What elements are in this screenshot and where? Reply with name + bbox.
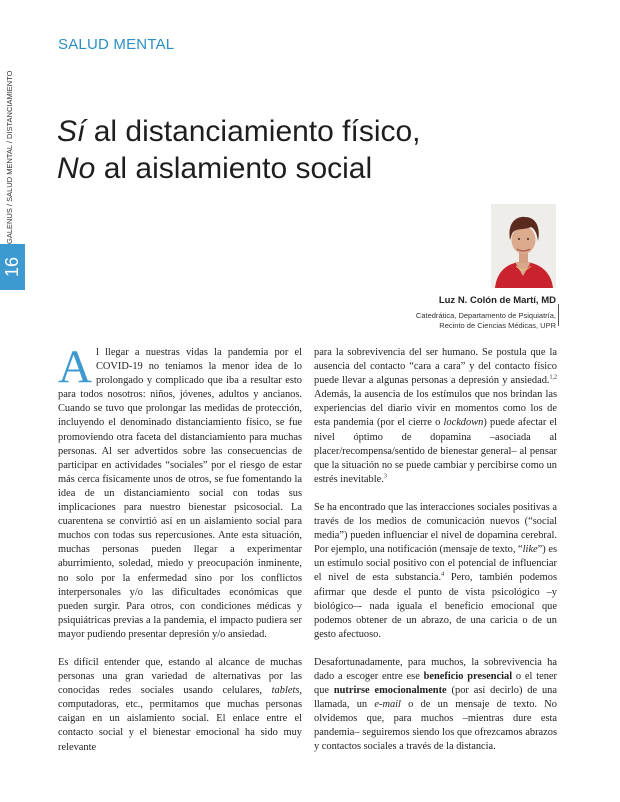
paragraph-3-text-c: ) puede afectar el nivel óptimo de dopamina –asociada al placer/recompensa/sentido de bienestar general– al pensar que la situación no se puede cambiar y percibirse como un estrés inevitable. xyxy=(314,417,557,485)
title-line-1: al distanciamiento físico, xyxy=(85,115,421,148)
paragraph-3-text-b: Además, la ausencia de los estímulos que nos brindan las experiencias del diario vivir en momentos como los de esta pandemia (por el cierre o xyxy=(314,389,557,429)
title-emphasis-no: No xyxy=(57,152,96,185)
paragraph-4-text-b: ”) es un estímulo social positivo con el potencial de influenciar el nivel de esta substancia. xyxy=(314,544,558,584)
paragraph-5-text-c: (por así decirlo) de una llamada, un xyxy=(314,685,557,711)
section-label: SALUD MENTAL xyxy=(58,36,175,53)
title-emphasis-si: Sí xyxy=(57,115,86,148)
citation-4: 4 xyxy=(441,571,445,578)
author-affiliation-line-2: Recinto de Ciencias Médicas, UPR xyxy=(439,321,556,330)
paragraph-5 xyxy=(314,656,557,755)
paragraph-2-text-b: , computadoras, etc., permitamos que muchas personas caigan en un aislamiento social. El enlace entre el contacto social y el bienestar emocional ha sido muy relevante xyxy=(58,685,302,753)
author-portrait-illustration xyxy=(491,204,556,288)
body-column-right xyxy=(314,346,557,769)
article-title xyxy=(57,113,497,187)
paragraph-5-text-a: Desafortunadamente, para muchos, la sobrevivencia ha dado a escoger entre ese xyxy=(314,656,557,682)
paragraph-4 xyxy=(314,501,557,642)
author-affiliation xyxy=(416,311,556,331)
page-number-tab xyxy=(0,244,25,290)
author-affiliation-line-1: Catedrática, Departamento de Psiquiatría, xyxy=(415,311,556,320)
citation-3: 3 xyxy=(383,473,387,480)
running-header-vertical: GALENUS / SALUD MENTAL / DISTANCIAMIENTO xyxy=(5,70,14,244)
author-name: Luz N. Colón de Martí, MD xyxy=(438,295,556,306)
paragraph-2-emphasis: tablets xyxy=(271,685,300,697)
paragraph-1-text: l llegar a nuestras vidas la pandemia por el COVID-19 no teníamos la menor idea de lo prolongado y complicado que iba a resultar esto para todos nosotros: niños, jóvenes, adultos y ancianos. Cuando se tuvo que prolongar las medidas de protección, incluyendo el denominado distanciamiento físico, se fue promoviendo otra faceta del distanciamiento para muchas personas. Al ser advertidos sobre las consecuencias de participar en actividades “sociales” por el riesgo de estar más cerca físicamente unos de otros, se fue fomentando la idea de un distanciamiento social con todas sus implicaciones para nuestro bienestar psicosocial. La cuarentena se convirtió así en un aislamiento social para muchos con todas sus repercusiones. Ante esta situación, muchas personas pueden llegar a experimentar aburrimiento, soledad, miedo y preocupación inminente, no solo por la enfermedad sino por los conflictos interpersonales y/o las dificultades económicas que pueden surgir. Para otros, con condiciones médicas y psiquiátricas previas a la pandemia, el impacto pudiera ser mayor pudiendo presentar depresión y/o ansiedad. xyxy=(58,347,302,640)
paragraph-4-text-c: Pero, también podemos afirmar que desde el punto de vista psicológico –y biológico–- nada iguala el beneficio emocional que podemos obtener de un abrazo, de una caricia o de un gesto afectuoso. xyxy=(314,572,557,640)
paragraph-5-bold-2: nutrirse emocionalmente xyxy=(333,685,447,697)
drop-cap: A xyxy=(58,341,92,393)
paragraph-3-text-a: para la sobrevivencia del ser humano. Se postula que la ausencia del contacto “cara a cara” y del contacto físico puede llevar a algunas personas a depresión y ansiedad. xyxy=(314,347,557,387)
paragraph-3 xyxy=(314,346,557,487)
paragraph-5-bold-1: beneficio presencial xyxy=(423,670,513,682)
paragraph-5-text-b: o el tener que xyxy=(314,670,558,697)
paragraph-2 xyxy=(58,656,302,755)
body-column-left xyxy=(58,341,302,769)
page-number: 16 xyxy=(2,256,22,278)
citation-1-2: 1,2 xyxy=(549,374,557,381)
paragraph-1 xyxy=(58,341,302,642)
title-line-2: al aislamiento social xyxy=(95,152,373,185)
paragraph-5-text-d: o de un mensaje de texto. No olvidemos que, para muchos –mientras dure esta pandemia– seguiremos siendo los que ofrezcamos abrazos y contactos sociales a través de la distancia. xyxy=(314,699,557,753)
author-divider xyxy=(558,304,559,326)
paragraph-3-emphasis: lockdown xyxy=(443,417,484,429)
paragraph-2-text-a: Es difícil entender que, estando al alcance de muchas personas una gran variedad de alternativas por las conocidas redes sociales usando celulares, xyxy=(58,656,302,697)
author-photo xyxy=(491,204,556,288)
paragraph-4-text-a: Se ha encontrado que las interacciones sociales positivas a través de los medios de comunicación nuevos (“social media”) pueden influenciar el nivel de dopamina cerebral. Por ejemplo, una notificación (mensaje de texto, “ xyxy=(314,501,557,556)
paragraph-5-emphasis: e-mail xyxy=(374,699,401,711)
paragraph-4-emphasis: like xyxy=(522,544,538,556)
